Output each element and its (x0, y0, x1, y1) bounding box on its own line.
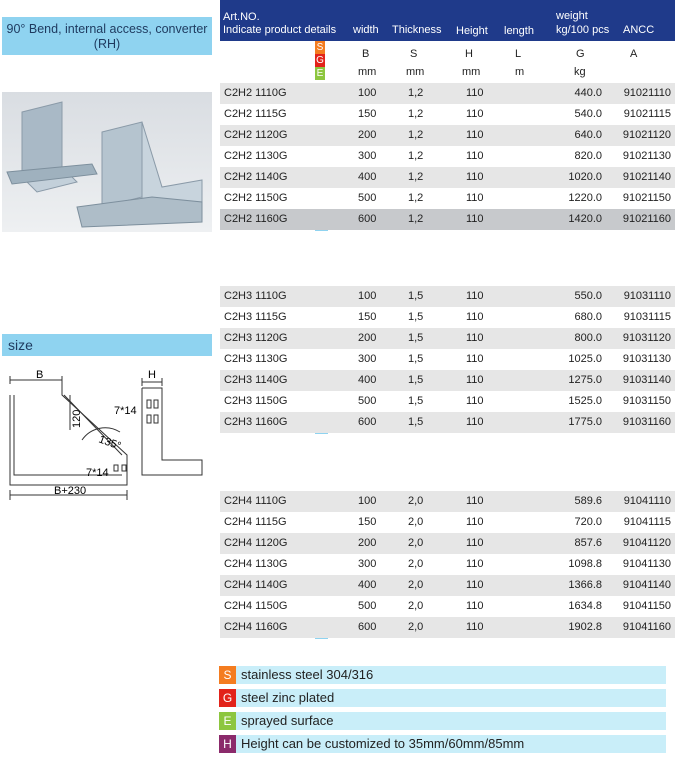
cell-thickness: 1,5 (408, 416, 424, 428)
cell-thickness: 1,2 (408, 87, 424, 99)
cell-width: 200 (358, 537, 377, 549)
cell-thickness: 1,5 (408, 311, 424, 323)
table-row (220, 554, 675, 575)
cell-weight: 1275.0 (568, 374, 602, 386)
cell-ancc: 91031115 (623, 311, 671, 323)
cell-artno: C2H3 1110G (224, 290, 287, 302)
cell-width: 500 (358, 395, 377, 407)
cell-ancc: 91021140 (622, 171, 671, 183)
cell-height: 110 (466, 537, 484, 549)
table-row (220, 617, 675, 638)
cell-thickness: 1,5 (408, 374, 424, 386)
cell-width: 500 (358, 600, 377, 612)
cell-weight: 550.0 (574, 290, 602, 302)
cell-thickness: 1,2 (408, 213, 424, 225)
cell-ancc: 91021120 (622, 129, 671, 141)
dimension-drawing (2, 370, 212, 505)
cell-weight: 589.6 (574, 495, 602, 507)
cell-height: 110 (466, 290, 484, 302)
cell-height: 110 (466, 621, 484, 633)
cell-weight: 1020.0 (568, 171, 602, 183)
table-row (220, 188, 675, 209)
cell-ancc: 91041130 (622, 558, 671, 570)
product-title: 90° Bend, internal access, converter (RH) (2, 17, 212, 55)
cell-height: 110 (466, 495, 484, 507)
cell-width: 300 (358, 353, 377, 365)
legend-text: Height can be customized to 35mm/60mm/85mm (241, 736, 525, 751)
cell-height: 110 (466, 516, 484, 528)
cell-artno: C2H3 1140G (224, 374, 288, 386)
cell-weight: 540.0 (574, 108, 602, 120)
cell-width: 600 (358, 416, 377, 428)
header-height: Height (456, 25, 488, 37)
unit-g: kg (574, 66, 586, 78)
cell-artno: C2H3 1160G (224, 416, 288, 428)
cell-thickness: 2,0 (408, 558, 424, 570)
cell-width: 150 (358, 311, 377, 323)
header-details: Indicate product details (223, 24, 337, 36)
table-row (220, 370, 675, 391)
table-row (220, 512, 675, 533)
sub-b: B (362, 48, 370, 60)
legend-text: sprayed surface (241, 713, 334, 728)
cell-artno: C2H4 1130G (224, 558, 288, 570)
sub-s: S (410, 48, 418, 60)
cell-height: 110 (466, 579, 484, 591)
cell-thickness: 1,5 (408, 395, 424, 407)
cell-weight: 820.0 (574, 150, 602, 162)
table-row (220, 286, 675, 307)
cell-width: 400 (358, 171, 377, 183)
cell-height: 110 (466, 87, 484, 99)
cell-ancc: 91021115 (623, 108, 671, 120)
legend-key: H (219, 735, 236, 753)
cell-thickness: 1,5 (408, 332, 424, 344)
table-row (220, 209, 675, 230)
dim-angle: 135° (96, 433, 123, 453)
legend-item (219, 712, 666, 730)
table-row (220, 125, 675, 146)
cell-ancc: 91041120 (622, 537, 671, 549)
dim-h: H (148, 370, 156, 381)
dim-bottom: B+230 (54, 485, 87, 497)
cell-height: 110 (466, 416, 484, 428)
unit-h: mm (462, 66, 481, 78)
table-row (220, 307, 675, 328)
cell-height: 110 (466, 129, 484, 141)
table-row (220, 596, 675, 617)
table-row (220, 83, 675, 104)
cell-ancc: 91021150 (622, 192, 671, 204)
cell-width: 100 (358, 290, 377, 302)
cell-height: 110 (466, 600, 484, 612)
cell-width: 400 (358, 374, 377, 386)
cell-artno: C2H3 1120G (224, 332, 288, 344)
cell-artno: C2H2 1160G (224, 213, 288, 225)
sub-g: G (576, 48, 585, 60)
header-weight-unit: kg/100 pcs (556, 24, 610, 36)
sge-e: E (316, 68, 324, 79)
legend-item (219, 666, 666, 684)
cell-weight: 1902.8 (568, 621, 602, 633)
cell-artno: C2H4 1140G (224, 579, 288, 591)
table-row (220, 146, 675, 167)
cell-height: 110 (466, 558, 484, 570)
unit-l: m (515, 66, 525, 78)
cell-weight: 1098.8 (568, 558, 602, 570)
cell-width: 300 (358, 558, 377, 570)
sub-h: H (465, 48, 473, 60)
cell-artno: C2H3 1115G (224, 311, 287, 323)
cell-artno: C2H3 1150G (224, 395, 288, 407)
cell-width: 100 (358, 495, 377, 507)
dim-b: B (36, 370, 44, 381)
product-photo-illustration (2, 92, 212, 232)
table-row (220, 167, 675, 188)
cell-thickness: 2,0 (408, 600, 424, 612)
dim-hole-2: 7*14 (86, 467, 109, 479)
cell-artno: C2H3 1130G (224, 353, 288, 365)
cell-ancc: 91041150 (622, 600, 671, 612)
cell-artno: C2H2 1140G (224, 171, 288, 183)
legend-key: S (219, 666, 236, 684)
dim-hole-1: 7*14 (114, 405, 137, 417)
unit-s: mm (406, 66, 425, 78)
cell-thickness: 2,0 (408, 579, 424, 591)
cell-thickness: 2,0 (408, 537, 424, 549)
header-ancc: ANCC (623, 24, 655, 36)
cell-height: 110 (466, 108, 484, 120)
cell-thickness: 1,2 (408, 108, 424, 120)
header-length: length (504, 25, 534, 37)
cell-ancc: 91041115 (623, 516, 671, 528)
cell-height: 110 (466, 311, 484, 323)
table-header (220, 0, 675, 41)
cell-artno: C2H4 1150G (224, 600, 288, 612)
cell-artno: C2H2 1115G (224, 108, 287, 120)
cell-ancc: 91041160 (622, 621, 671, 633)
cell-width: 150 (358, 108, 377, 120)
cell-weight: 640.0 (574, 129, 602, 141)
sge-g: G (316, 55, 324, 66)
cell-weight: 1634.8 (568, 600, 602, 612)
header-weight: weight (556, 10, 588, 22)
table-row (220, 391, 675, 412)
cell-weight: 1220.0 (568, 192, 602, 204)
cell-artno: C2H2 1120G (224, 129, 288, 141)
header-width: width (353, 24, 379, 36)
sge-s: S (316, 42, 324, 53)
sub-l: L (515, 48, 522, 60)
table-row (220, 328, 675, 349)
header-thickness: Thickness (392, 24, 442, 36)
cell-height: 110 (466, 395, 484, 407)
cell-artno: C2H2 1130G (224, 150, 288, 162)
cell-weight: 800.0 (574, 332, 602, 344)
cell-ancc: 91021110 (623, 87, 671, 99)
cell-ancc: 91041110 (623, 495, 671, 507)
cell-thickness: 1,5 (408, 353, 424, 365)
cell-thickness: 1,2 (408, 171, 424, 183)
legend-key: G (219, 689, 236, 707)
cell-width: 400 (358, 579, 377, 591)
cell-height: 110 (466, 171, 484, 183)
legend-item (219, 689, 666, 707)
table-row (220, 412, 675, 433)
cell-thickness: 2,0 (408, 621, 424, 633)
cell-weight: 1525.0 (568, 395, 602, 407)
dim-120: 120 (71, 409, 83, 428)
cell-height: 110 (466, 332, 484, 344)
cell-thickness: 2,0 (408, 516, 424, 528)
legend-key: E (219, 712, 236, 730)
cell-weight: 1025.0 (568, 353, 602, 365)
cell-ancc: 91031160 (622, 416, 671, 428)
cell-height: 110 (466, 150, 484, 162)
cell-width: 300 (358, 150, 377, 162)
header-artno: Art.NO. (223, 11, 260, 23)
cell-ancc: 91031120 (622, 332, 671, 344)
legend-text: stainless steel 304/316 (241, 667, 374, 682)
cell-width: 600 (358, 621, 377, 633)
cell-ancc: 91031110 (623, 290, 671, 302)
cell-artno: C2H2 1150G (224, 192, 288, 204)
cell-thickness: 2,0 (408, 495, 424, 507)
unit-b: mm (358, 66, 377, 78)
cell-width: 200 (358, 332, 377, 344)
cell-ancc: 91041140 (622, 579, 671, 591)
legend-item (219, 735, 666, 753)
cell-thickness: 1,2 (408, 192, 424, 204)
cell-weight: 680.0 (574, 311, 602, 323)
table-subheader (220, 41, 675, 83)
table-row (220, 491, 675, 512)
cell-width: 500 (358, 192, 377, 204)
cell-thickness: 1,2 (408, 150, 424, 162)
cell-weight: 720.0 (574, 516, 602, 528)
cell-weight: 1420.0 (568, 213, 602, 225)
cell-width: 150 (358, 516, 377, 528)
cell-width: 100 (358, 87, 377, 99)
cell-ancc: 91021130 (622, 150, 671, 162)
cell-thickness: 1,5 (408, 290, 424, 302)
size-label: size (2, 334, 212, 356)
cell-width: 200 (358, 129, 377, 141)
sub-a: A (630, 48, 638, 60)
legend-text: steel zinc plated (241, 690, 335, 705)
product-photo (2, 92, 212, 232)
table-row (220, 349, 675, 370)
cell-height: 110 (466, 192, 484, 204)
cell-weight: 440.0 (574, 87, 602, 99)
cell-ancc: 91031140 (622, 374, 671, 386)
cell-ancc: 91021160 (622, 213, 671, 225)
cell-weight: 1366.8 (568, 579, 602, 591)
cell-artno: C2H2 1110G (224, 87, 287, 99)
cell-artno: C2H4 1110G (224, 495, 287, 507)
cell-thickness: 1,2 (408, 129, 424, 141)
cell-artno: C2H4 1120G (224, 537, 288, 549)
cell-weight: 1775.0 (568, 416, 602, 428)
cell-ancc: 91031130 (622, 353, 671, 365)
cell-height: 110 (466, 353, 484, 365)
cell-height: 110 (466, 213, 484, 225)
cell-ancc: 91031150 (622, 395, 671, 407)
table-row (220, 104, 675, 125)
cell-artno: C2H4 1115G (224, 516, 287, 528)
cell-width: 600 (358, 213, 377, 225)
table-row (220, 575, 675, 596)
table-row (220, 533, 675, 554)
cell-height: 110 (466, 374, 484, 386)
cell-weight: 857.6 (574, 537, 602, 549)
cell-artno: C2H4 1160G (224, 621, 288, 633)
